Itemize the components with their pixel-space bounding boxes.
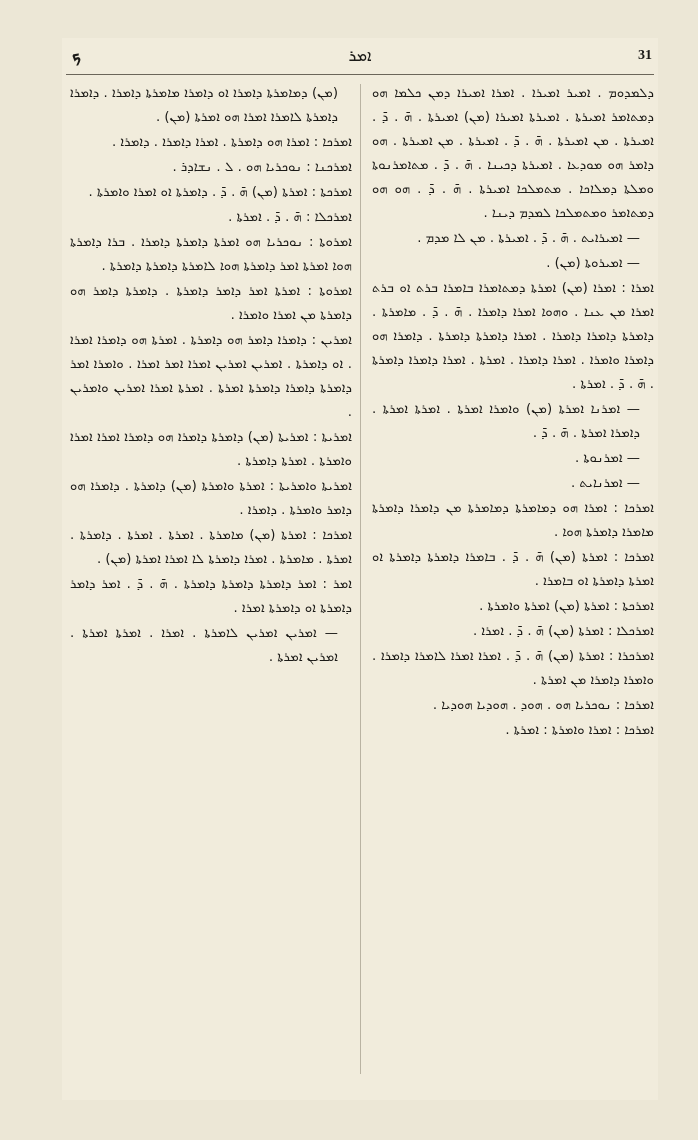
dictionary-entry: ܐܡܪܟܐ : ܐܡܪܐ ܗܘ ܕܐܡܪܬܐ . ܐܡܪܐ ܕܐܡܪܐ . ܕܐܡܪܐ . xyxy=(111,135,352,150)
dictionary-entry: ܐܡܪܘܬܐ : ܢܘܟܪܝܐ ܗܘ ܐܡܪܬܐ ܕܐܡܪܬܐ ܕܐܡܪܐ . ܒܪܐ ܕܐܡܪܬܐ ܗܘܐ ܐܡܪܬܐ ܐܡܪ ܕܐܡܪܬܐ ܗܘܐ ܠܐܡܪܬܐ ܕܐܡܪܬܐ ܕܐܡܪܬܐ . xyxy=(70,235,352,274)
dictionary-entry: ܐܡܪ : ܐܡܪ ܕܐܡܪܬܐ ܕܐܡܪܬܐ ܕܐܡܪܬܐ . ܗ̄ . ܕ̄ . ܐܡܪ ܕܐܡܪ ܕܐܡܪܬܐ ܐܘ ܕܐܡܪܬܐ ܐܡܪܐ . xyxy=(70,577,352,616)
dictionary-subentry: — ܐܡܪܢܐ ܐܡܪܬܐ (ܡܢ) ܘܐܡܪܐ ܐܡܪܬܐ . ܐܡܪܬܐ ܐܡܪܬܐ . ܕܐܡܪܐ ܐܡܪܬܐ . ܗ̄ . ܕ̄ . xyxy=(372,402,640,441)
right-column xyxy=(372,82,654,744)
dictionary-entry: ܐܡܪܟܐ : ܐܡܪܐ ܗܘ ܕܡܐܡܪܬܐ ܕܡܐܡܪܬܐ ܡܢ ܕܐܡܪܐ ܕܐܡܪܬܐ ܡܐܡܪܐ ܕܐܡܪܬܐ ܗܘܐ . xyxy=(372,501,654,540)
page-number: 31 xyxy=(638,48,652,63)
dictionary-entry: ܐܡܪܟܬܐ : ܐܡܪܬܐ (ܡܢ) ܗ̄ . ܕ̄ . ܕܐܡܪܬܐ ܐܘ ܐܡܪܐ ܘܐܡܪܬܐ . xyxy=(88,185,352,200)
dictionary-subentry: — ܐܡܪܢܐܝܬ . xyxy=(570,476,640,491)
dictionary-entry: ܐܡܪܟܠܐ : ܐܡܪܬܐ (ܡܢ) ܗ̄ . ܕ̄ . ܐܡܪܐ . xyxy=(472,624,654,639)
dictionary-subentry: — ܐܡܪܢܘܬܐ . xyxy=(574,451,640,466)
column-divider xyxy=(360,84,361,1074)
dictionary-entry: ܐܡܪܝܬܐ : ܐܡܪܝܬܐ (ܡܢ) ܕܐܡܪܬܐ ܕܐܡܪܐ ܗܘ ܕܐܡܪܐ ܐܡܪܐ ܐܡܪܐ ܘܐܡܪܬܐ . ܐܡܪܬܐ ܕܐܡܪܬܐ . xyxy=(70,430,352,469)
dictionary-entry: ܕܠܡܕܘܡ . ܐܡܝܪ ܐܡܝܪܐ . ܐܡܪܐ ܐܡܝܪܐ ܕܡܢ ܟܠܡܐ ܗܘ ܕܡܬܐܡܪ ܐܡܝܪܬܐ . ܐܡܝܪܬܐ ܐܡܝܪܐ (ܡܢ) ܐܡܝܪܬܐ . ܗ̄ . ܕ̄ . ܐܡܝܪܬܐ . ܡܢ ܐܡܝܪܬܐ . ܗ̄ . ܕ̄ . ܐܡܝܪܬܐ . ܡܢ ܐܡܝܪܬܐ . ܗܘ ܕܐܡܪ ܗܘ ܡܘܕܥܐ . ܐܡܝܪܬܐ ܕܟܝܢܐ . ܗ̄ . ܕ̄ . ܡܬܐܡܪܢܘܬܐ ܘܡܠܬܐ ܕܡܠܐܟܐ . ܡܬܡܠܟܐ ܐܡܝܪܬܐ . ܗ̄ . ܕ̄ . ܗܘ ܗܘ ܕܡܬܐܡܪ ܘܡܬܡܠܟܐ ܠܡܕܡ ܕܝܢܐ . xyxy=(372,86,654,221)
header-rule xyxy=(66,74,654,75)
dictionary-entry: ܐܡܪܟܠܐ : ܗ̄ . ܕ̄ . ܐܡܪܬܐ . xyxy=(228,210,352,225)
dictionary-entry-continuation: (ܡܢ) ܕܡܐܡܪܬܐ ܕܐܡܪܐ ܐܘ ܕܐܡܪܐ ܡܐܡܪܬܐ ܕܐܡܪܐ . ܕܐܡܪܐ ܕܐܡܪܬܐ ܠܐܡܪܐ ܐܡܪܐ ܗܘ ܐܡܪܬܐ (ܡܢ) . xyxy=(70,86,338,125)
dictionary-entry: ܐܡܪܟܐ : ܢܘܟܪܝܐ ܗܘ . ܗܘܕ . ܗܘܕܝܐ ܗܘܕܝܐ . xyxy=(432,698,654,713)
dictionary-entry: ܐܡܪܝܢ : ܕܐܡܪܐ ܕܐܡܪ ܗܘ ܕܐܡܪܬܐ . ܐܡܪܬܐ ܗܘ ܕܐܡܪܐ ܐܡܪܐ . ܐܘ ܕܐܡܪܬܐ . ܐܡܪܝܢ ܐܡܪܝܢ ܐܡܪܐ ܐܡܪ ܐܡܪܐ . ܘܐܡܪܐ ܐܡܪ ܕܐܡܪܬܐ ܕܐܡܪܐ ܕܐܡܪܬܐ ܐܡܪܬܐ . ܐܡܪܬܐ ܐܡܪܐ ܐܡܪܝܢ ܘܐܡܪܝܢ . xyxy=(70,333,352,420)
dictionary-subentry: — ܐܡܝܪܐܝܬ . ܗ̄ . ܕ̄ . ܐܡܝܪܬܐ . ܡܢ ܠܐ ܡܕܡ . xyxy=(417,231,640,246)
dictionary-entry: ܐܡܪܘܬܐ : ܐܡܪܬܐ ܐܡܪ ܕܐܡܪ ܕܐܡܪܬܐ . ܕܐܡܪܬܐ ܕܐܡܪ ܗܘ ܕܐܡܪܬܐ ܡܢ ܐܡܪܐ ܘܐܡܪܐ . xyxy=(70,284,352,323)
dictionary-entry: ܐܡܪܟܐ : ܐܡܪܐ ܘܐܡܪܬܐ : ܐܡܪܬܐ . xyxy=(505,723,654,738)
header-left-mark: ܟ xyxy=(72,46,82,66)
dictionary-entry: ܐܡܪܟܪܐ : ܐܡܪܬܐ (ܡܢ) ܗ̄ . ܕ̄ . ܐܡܪܐ ܐܡܪܐ ܠܐܡܪܐ ܕܐܡܪܐ . ܘܐܡܪܐ ܕܐܡܪܐ ܡܢ ܐܡܪܬܐ . xyxy=(372,649,654,688)
dictionary-subentry: — ܐܡܝܪܘܬܐ (ܡܢ) . xyxy=(546,256,640,271)
left-column xyxy=(70,82,352,671)
header-guide-word: ܐܡܪ xyxy=(348,46,372,65)
dictionary-subentry: — ܐܡܪܝܢ ܐܡܪܝܢ ܠܐܡܪܬܐ . ܐܡܪܐ . ܐܡܪܬܐ ܐܡܪܬܐ . ܐܡܪܝܢ ܐܡܪܬܐ . xyxy=(70,626,338,665)
dictionary-entry: ܐܡܪܐ : ܐܡܪܐ (ܡܢ) ܐܡܪܬܐ ܕܡܬܐܡܪܐ ܒܐܡܪܐ ܒܪܬ ܐܘ ܒܪܬ ܐܡܪܐ ܡܢ ܥܢܐ . ܘܗܘܐ ܐܡܪܐ ܕܐܡܪܐ . ܗ̄ . ܕ̄ . ܡܐܡܪܬܐ . ܕܐܡܪܬܐ ܕܐܡܪܐ ܕܐܡܪܐ . ܐܡܪܐ ܕܐܡܪܬܐ ܕܐܡܪܬܐ . ܕܐܡܪܐ ܗܘ ܕܐܡܪܐ ܘܐܡܪܐ . ܐܡܪܐ ܕܐܡܪܐ . ܐܡܪܬܐ . ܐܡܪܐ ܕܐܡܪܐ ܕܐܡܪܬܐ . ܗ̄ . ܕ̄ . ܐܡܪܬܐ . xyxy=(372,281,654,392)
dictionary-page xyxy=(62,38,658,1100)
dictionary-entry: ܐܡܪܟܐ : ܐܡܪܬܐ (ܡܢ) ܡܐܡܪܬܐ . ܐܡܪܬܐ . ܐܡܪܬܐ . ܕܐܡܪܬܐ . ܐܡܪܬܐ . ܡܐܡܪܬܐ . ܐܡܪܐ ܕܐܡܪܬܐ ܠܐ ܐܡܪܐ ܐܡܪܬܐ (ܡܢ) . xyxy=(70,528,352,567)
dictionary-entry: ܐܡܪܟܬܐ : ܐܡܪܬܐ (ܡܢ) ܐܡܪܬܐ ܘܐܡܪܬܐ . xyxy=(479,599,654,614)
dictionary-entry: ܐܡܪܟܢܐ : ܢܘܟܪܝܐ ܗܘ . ܠ . ܢܫܐܕܪ . xyxy=(172,160,352,175)
page-header xyxy=(62,38,658,74)
dictionary-entry: ܐܡܪܝܬܐ ܘܐܡܪܝܬܐ : ܐܡܪܬܐ ܘܐܡܪܬܐ (ܡܢ) ܕܐܡܪܬܐ . ܕܐܡܪܐ ܗܘ ܕܐܡܪ ܘܐܡܪܬܐ . ܕܐܡܪܐ . xyxy=(70,479,352,518)
dictionary-entry: ܐܡܪܟܐ : ܐܡܪܬܐ (ܡܢ) ܗ̄ . ܕ̄ . ܒܐܡܪܐ ܕܐܡܪܬܐ ܕܐܡܪܬܐ ܐܘ ܐܡܪܬܐ ܕܐܡܪܬܐ ܐܘ ܒܐܡܪܐ . xyxy=(372,550,654,589)
